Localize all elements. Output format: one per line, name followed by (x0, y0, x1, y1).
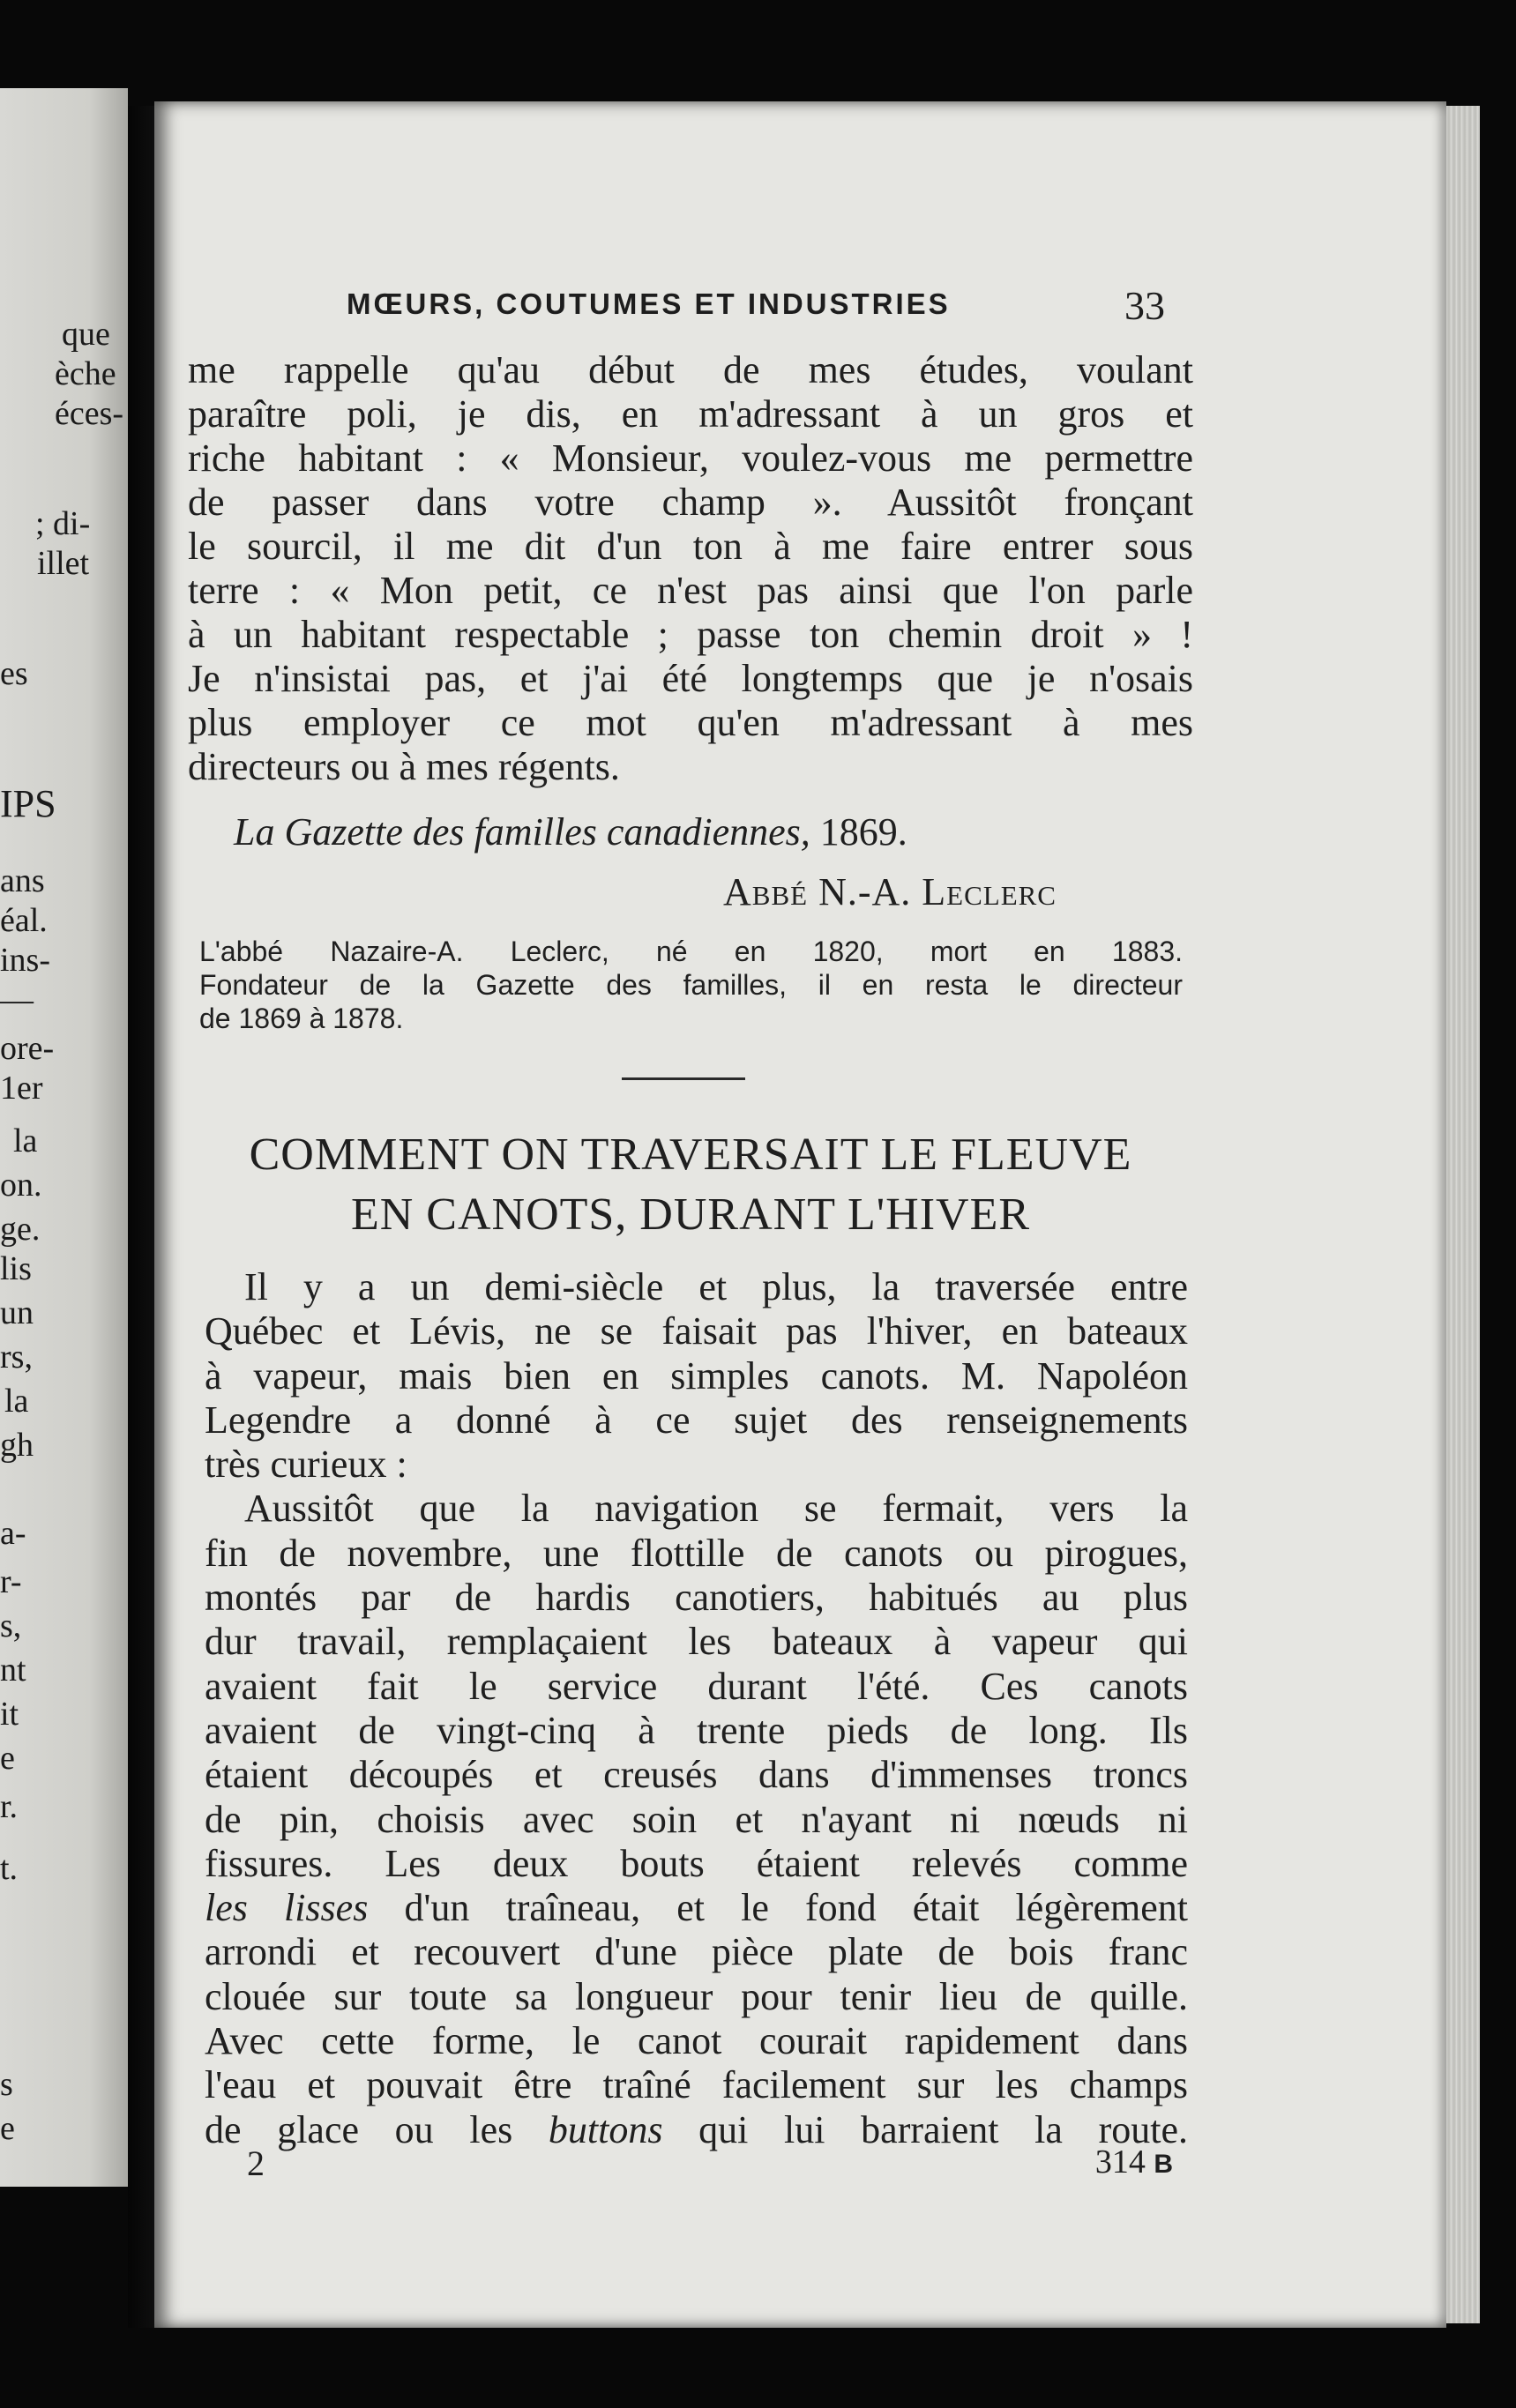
left-fragment: ; di- (35, 505, 91, 542)
citation-source: La Gazette des familles canadiennes, (234, 810, 810, 854)
left-fragment: éal. (0, 902, 48, 939)
text-line: Aussitôt que la navigation se fermait, vers la (244, 1487, 1188, 1531)
text-line: dur travail, remplaçaient les bateaux à vapeur qui (205, 1620, 1188, 1664)
left-fragment: ge. (0, 1211, 41, 1248)
text-line: avaient fait le service durant l'été. Ces canots (205, 1664, 1188, 1708)
left-fragment: — (0, 981, 34, 1018)
author-signature: Abbé N.-A. Leclerc (723, 870, 1057, 913)
section-title (188, 1125, 1193, 1245)
left-fragment: t. (0, 1850, 19, 1887)
section-body (205, 1265, 1188, 2152)
text-line: montés par de hardis canotiers, habitués au plus (205, 1576, 1188, 1620)
text-line: riche habitant : « Monsieur, voulez-vous me permettre (188, 436, 1193, 480)
text-line: me rappelle qu'au début de mes études, voulant (188, 348, 1193, 391)
note-line: Fondateur de la Gazette des familles, il en resta le directeur (199, 969, 1183, 1001)
left-fragment: éces- (55, 395, 124, 432)
left-fragment: es (0, 655, 28, 692)
left-fragment: ans (0, 862, 45, 899)
running-head: MŒURS, COUTUMES ET INDUSTRIES (347, 287, 951, 320)
text-line: Avec cette forme, le canot courait rapidement dans (205, 2019, 1188, 2063)
text-line: directeurs ou à mes régents. (188, 745, 620, 788)
section-divider (622, 1077, 745, 1080)
left-fragment: ins- (0, 942, 50, 979)
note-line: L'abbé Nazaire-A. Leclerc, né en 1820, mort en 1883. (199, 936, 1183, 967)
left-fragment: r. (0, 1788, 19, 1825)
text-line: très curieux : (205, 1443, 407, 1487)
text-line: Je n'insistai pas, et j'ai été longtemps que je n'osais (188, 657, 1193, 700)
left-fragment: la (4, 1383, 29, 1420)
left-fragment: que (62, 316, 110, 353)
left-fragment: rs, (0, 1338, 33, 1375)
italic-term: buttons (548, 2107, 663, 2151)
citation-year: 1869. (819, 810, 907, 854)
text-line: à vapeur, mais bien en simples canots. M. Napoléon (205, 1353, 1188, 1398)
opening-paragraph (188, 348, 1193, 789)
left-fragment: a- (0, 1515, 26, 1552)
left-fragment: gh (0, 1427, 34, 1464)
text-line: de passer dans votre champ ». Aussitôt fronçant (188, 481, 1193, 524)
text-line: fissures. Les deux bouts étaient relevés comme (205, 1841, 1188, 1885)
left-fragment: èche (55, 355, 116, 392)
footer-code-number: 314 (1094, 2143, 1146, 2181)
text-line: Québec et Lévis, ne se faisait pas l'hiver, en bateaux (205, 1309, 1188, 1353)
page-edges (1446, 106, 1480, 2323)
footer-code (1095, 2143, 1173, 2181)
text-line: l'eau et pouvait être traîné facilement sur les champs (205, 2063, 1188, 2107)
italic-term: les lisses (205, 1886, 369, 1930)
page-header (347, 282, 1228, 326)
section-title-line: COMMENT ON TRAVERSAIT LE FLEUVE (249, 1129, 1132, 1180)
left-fragment: la (13, 1122, 38, 1159)
text-line: de glace ou les buttons qui lui barraient la route. (205, 2107, 1189, 2151)
left-fragment: e (0, 1740, 15, 1777)
text-line: clouée sur toute sa longueur pour tenir lieu de quille. (205, 1974, 1188, 2018)
text-line: de pin, choisis avec soin et n'ayant ni nœuds ni (205, 1797, 1188, 1841)
source-citation (234, 809, 907, 854)
text-line: fin de novembre, une flottille de canots ou pirogues, (205, 1531, 1188, 1575)
text-line: Il y a un demi-siècle et plus, la traversée entre (244, 1265, 1188, 1308)
footer-code-letter: B (1154, 2150, 1173, 2179)
left-fragment: ore- (0, 1030, 55, 1067)
left-fragment: e (0, 2110, 15, 2147)
text-line: plus employer ce mot qu'en m'adressant à mes (188, 701, 1193, 744)
left-fragment: nt (0, 1651, 26, 1689)
signature-mark: 2 (247, 2143, 265, 2183)
text-line: paraître poli, je dis, en m'adressant à un gros et (188, 392, 1193, 436)
text-line: les lisses d'un traîneau, et le fond était légèrement (205, 1886, 1188, 1930)
left-fragment: s (0, 2066, 13, 2103)
left-fragment: illet (37, 545, 90, 582)
left-fragment: r- (0, 1563, 22, 1600)
text-line: étaient découpés et creusés dans d'immenses troncs (205, 1753, 1188, 1797)
text-line: arrondi et recouvert d'une pièce plate de bois franc (205, 1930, 1188, 1974)
left-fragment: s, (0, 1607, 22, 1644)
biographical-note (199, 935, 1183, 1035)
left-fragment: IPS (0, 782, 56, 825)
section-title-line: EN CANOTS, DURANT L'HIVER (350, 1189, 1031, 1240)
left-page-edge (0, 88, 128, 2187)
text-line: Legendre a donné à ce sujet des renseignements (205, 1398, 1188, 1442)
left-fragment: 1er (0, 1070, 43, 1107)
left-fragment: lis (0, 1250, 32, 1287)
page-footer (247, 2143, 1173, 2187)
left-fragment: un (0, 1294, 34, 1331)
text-line: avaient de vingt-cinq à trente pieds de long. Ils (205, 1708, 1188, 1752)
text-line: le sourcil, il me dit d'un ton à me faire entrer sous (188, 525, 1193, 568)
page-number: 33 (1124, 283, 1165, 328)
left-fragment: it (0, 1696, 19, 1733)
text-line: à un habitant respectable ; passe ton chemin droit » ! (188, 613, 1193, 656)
note-line: de 1869 à 1878. (199, 1003, 404, 1034)
text-line: terre : « Mon petit, ce n'est pas ainsi que l'on parle (188, 569, 1193, 612)
left-fragment: on. (0, 1167, 42, 1204)
